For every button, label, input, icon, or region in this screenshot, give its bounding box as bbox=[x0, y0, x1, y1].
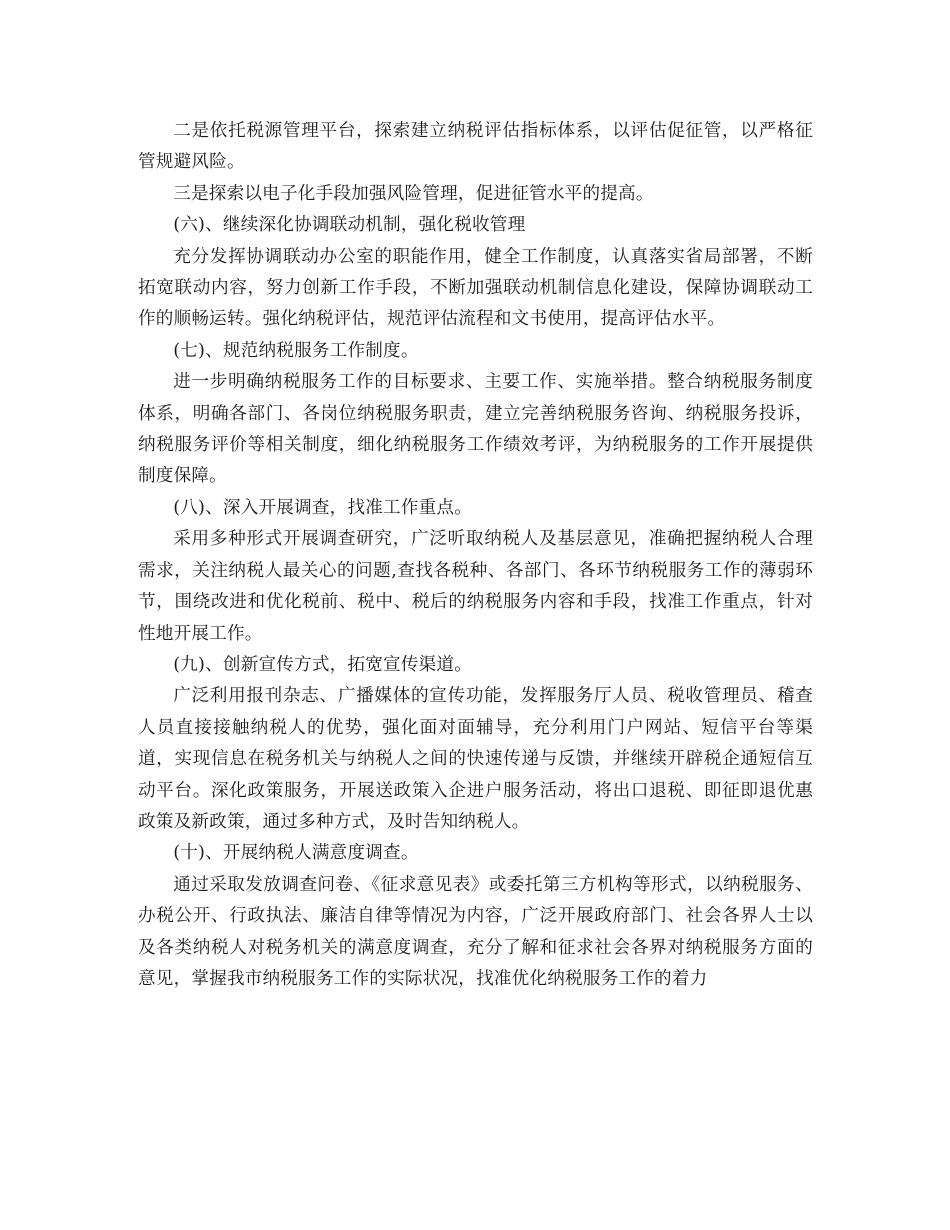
section-heading-9: (九)、创新宣传方式，拓宽宣传渠道。 bbox=[173, 654, 473, 675]
paragraph-section-7: 进一步明确纳税服务工作的目标要求、主要工作、实施举措。整合纳税服务制度体系，明确各部门、各岗位纳税服务职责，建立完善纳税服务咨询、纳税服务投诉，纳税服务评价等相关制度，细化纳税服务工作绩效考评，为纳税服务的工作开展提供制度保障。 bbox=[138, 372, 813, 487]
section-heading-8: (八)、深入开展调查，找准工作重点。 bbox=[173, 497, 473, 518]
section-heading-7: (七)、规范纳税服务工作制度。 bbox=[173, 340, 419, 361]
document-body bbox=[138, 116, 813, 995]
section-heading-6: (六)、继续深化协调联动机制，强化税收管理 bbox=[173, 215, 526, 236]
paragraph-point-three: 三是探索以电子化手段加强风险管理，促进征管水平的提高。 bbox=[173, 183, 654, 204]
paragraph-section-8: 采用多种形式开展调查研究，广泛听取纳税人及基层意见，准确把握纳税人合理需求，关注纳税人最关心的问题,查找各税种、各部门、各环节纳税服务工作的薄弱环节，围绕改进和优化税前、税中、税后的纳税服务内容和手段，找准工作重点，针对性地开展工作。 bbox=[138, 529, 813, 644]
paragraph-section-9: 广泛利用报刊杂志、广播媒体的宣传功能，发挥服务厅人员、税收管理员、稽查人员直接接触纳税人的优势，强化面对面辅导，充分利用门户网站、短信平台等渠道，实现信息在税务机关与纳税人之间的快速传递与反馈，并继续开辟税企通短信互动平台。深化政策服务，开展送政策入企进户服务活动，将出口退税、即征即退优惠政策及新政策，通过多种方式，及时告知纳税人。 bbox=[138, 686, 813, 832]
section-heading-10: (十)、开展纳税人满意度调查。 bbox=[173, 843, 419, 864]
paragraph-section-10: 通过采取发放调查问卷、《征求意见表》或委托第三方机构等形式，以纳税服务、办税公开、行政执法、廉洁自律等情况为内容，广泛开展政府部门、社会各界人士以及各类纳税人对税务机关的满意度调查，充分了解和征求社会各界对纳税服务方面的意见，掌握我市纳税服务工作的实际状况，找准优化纳税服务工作的着力 bbox=[138, 874, 813, 989]
paragraph-section-6: 充分发挥协调联动办公室的职能作用，健全工作制度，认真落实省局部署，不断拓宽联动内容，努力创新工作手段，不断加强联动机制信息化建设，保障协调联动工作的顺畅运转。强化纳税评估，规范评估流程和文书使用，提高评估水平。 bbox=[138, 246, 813, 330]
paragraph-point-two: 二是依托税源管理平台，探索建立纳税评估指标体系，以评估促征管，以严格征管规避风险。 bbox=[138, 121, 813, 173]
